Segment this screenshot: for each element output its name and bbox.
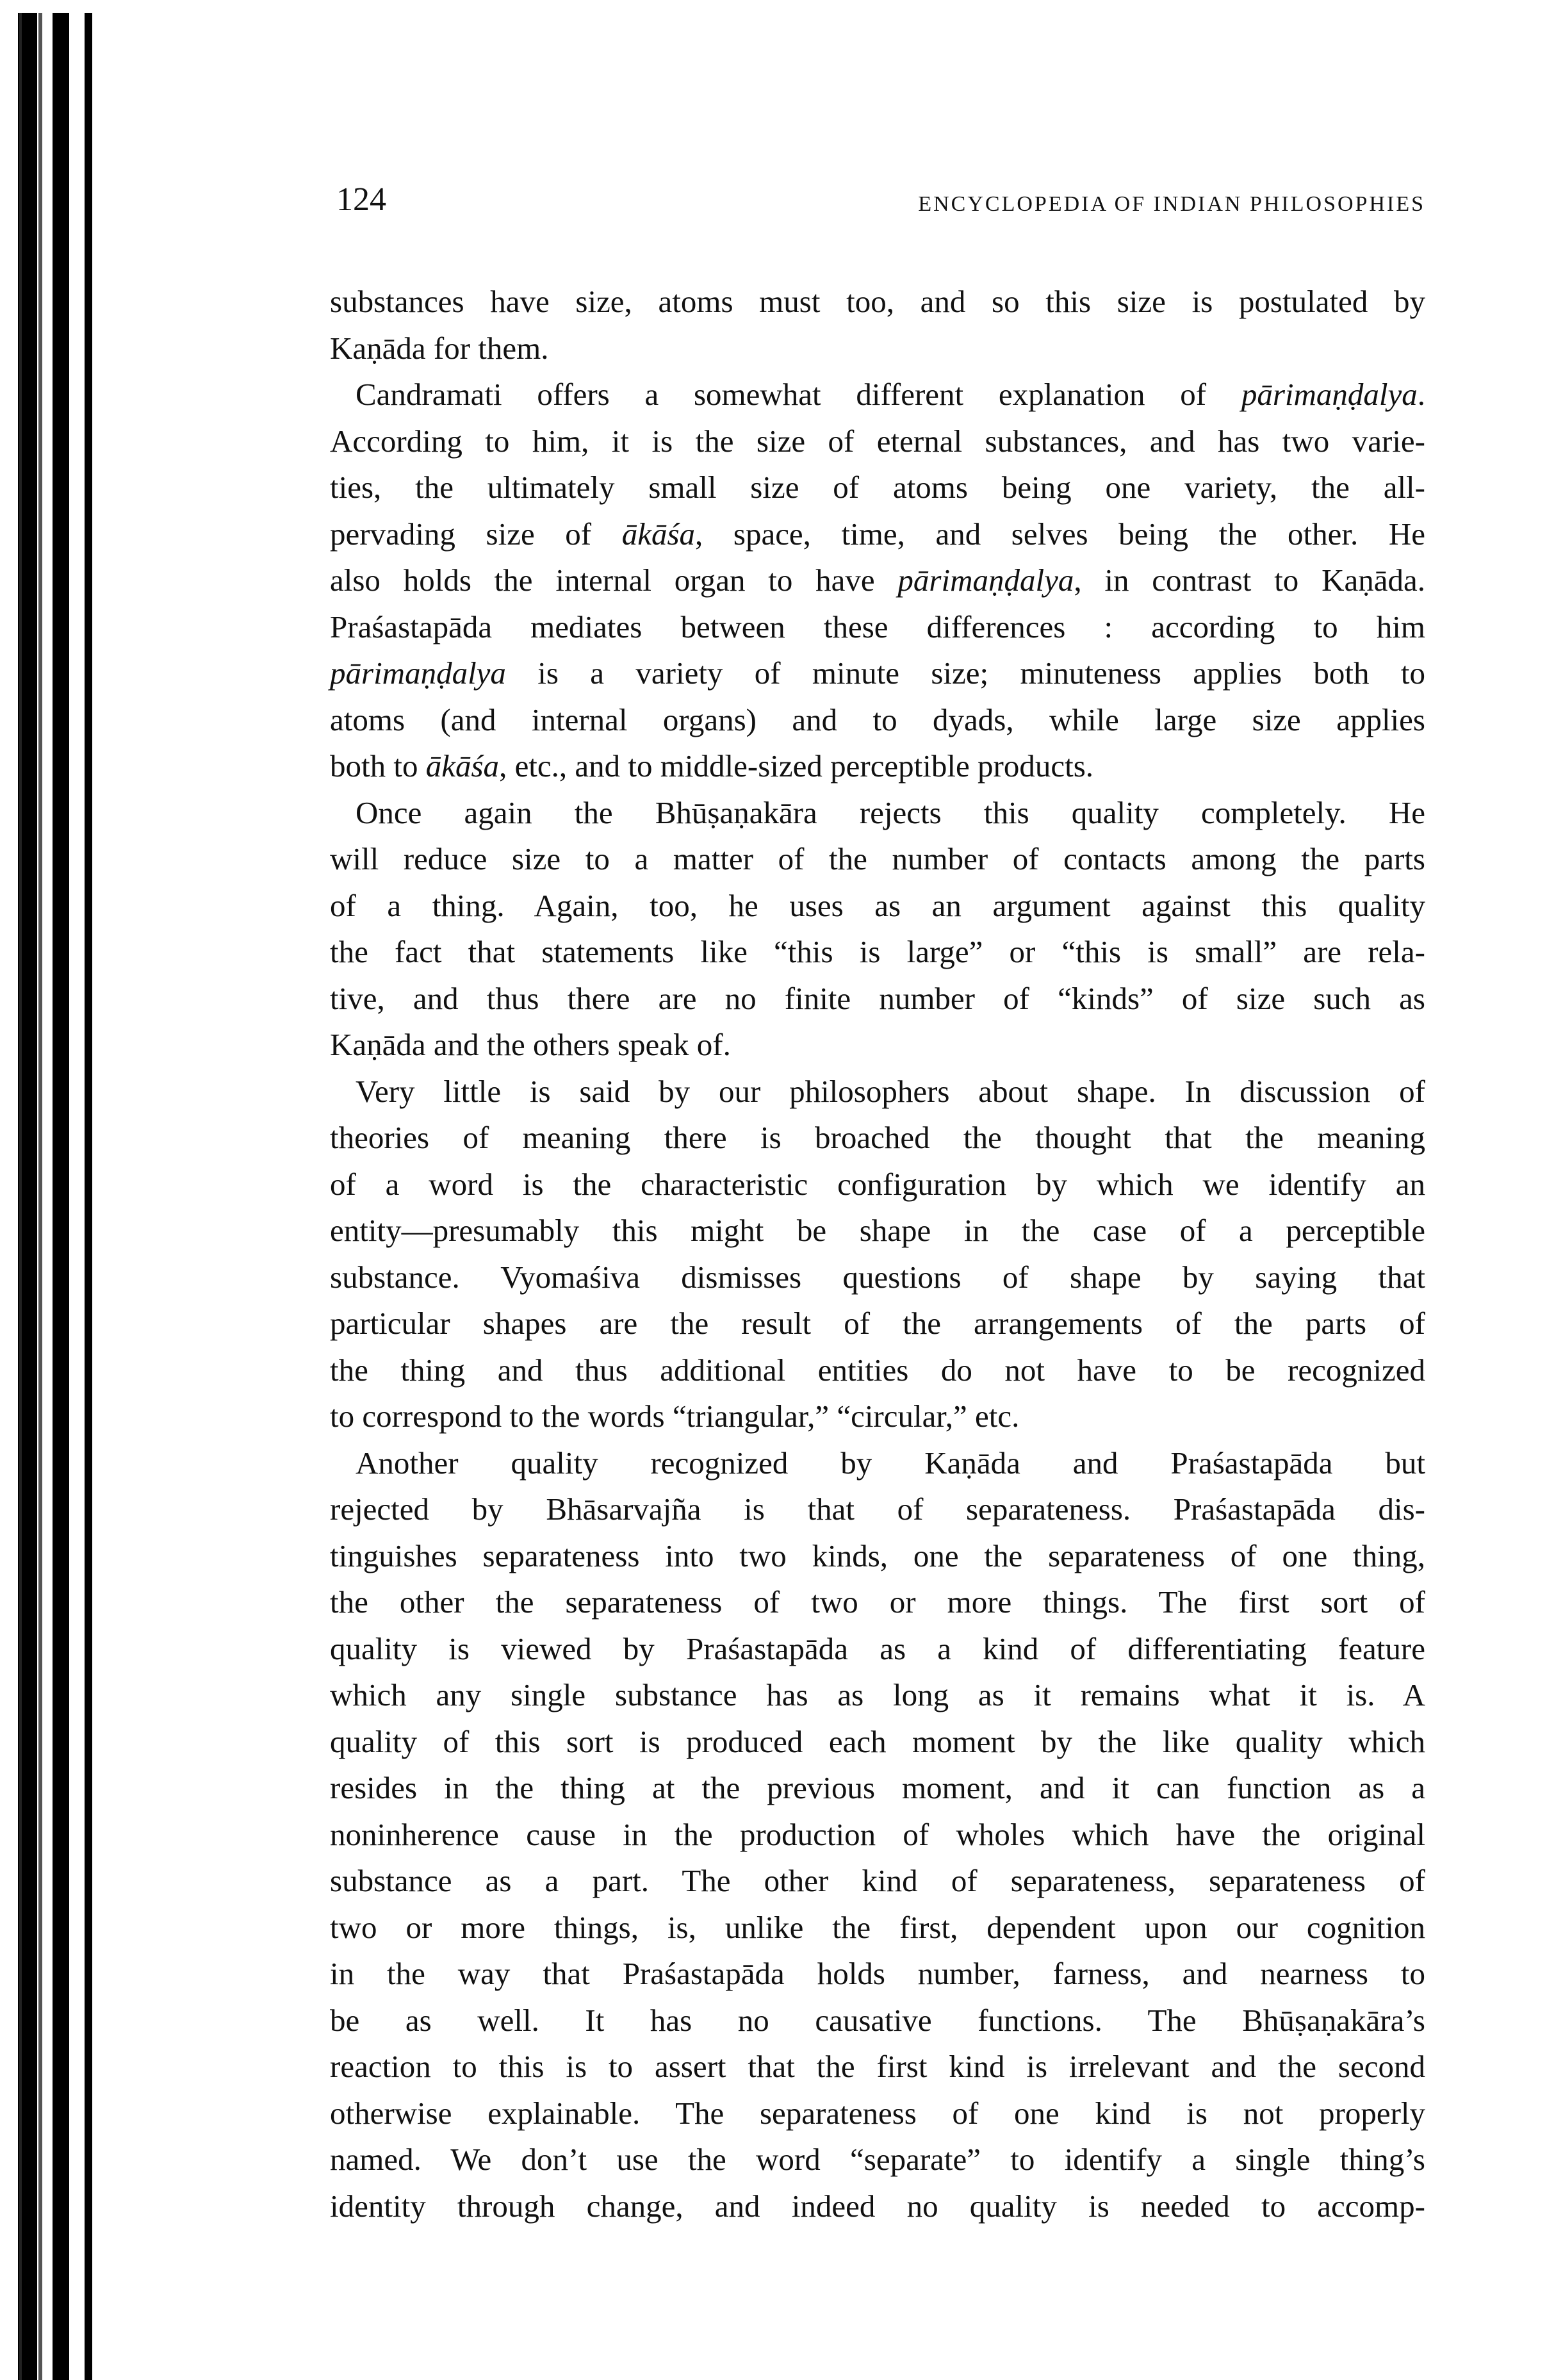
text-line: tinguishes separateness into two kinds, one the separateness of one thing, (330, 1538, 1425, 1573)
book-binding-shadow (0, 13, 96, 2380)
text-line: resides in the thing at the previous moment, and it can function as a (330, 1770, 1425, 1805)
text-line: identity through change, and indeed no quality is needed to accomp- (330, 2188, 1425, 2224)
paragraph (330, 1069, 1425, 1440)
italic-term: ākāśa (425, 748, 500, 784)
text-line: atoms (and internal organs) and to dyads, while large size applies (330, 702, 1425, 737)
text-line: Praśastapāda mediates between these differences : according to him (330, 609, 1425, 644)
text-line: pārimaṇḍalya is a variety of minute size; minuteness applies both to (330, 655, 1425, 691)
italic-term: pārimaṇḍalya (330, 655, 506, 691)
text-line: quality is viewed by Praśastapāda as a kind of differentiating feature (330, 1630, 1425, 1666)
text-line: According to him, it is the size of eternal substances, and has two varie- (330, 423, 1425, 459)
text-line: named. We don’t use the word “separate” to identify a single thing’s (330, 2142, 1425, 2177)
text-line: the other the separateness of two or more things. The first sort of (330, 1584, 1425, 1620)
text-line: particular shapes are the result of the arrangements of the parts of (330, 1306, 1425, 1341)
text-line: the thing and thus additional entities do not have to be recognized (330, 1352, 1425, 1388)
text-line: the fact that statements like “this is large” or “this is small” are rela- (330, 934, 1425, 969)
text-line: also holds the internal organ to have pārimaṇḍalya, in contrast to Kaṇāda. (330, 562, 1425, 598)
paragraph (330, 790, 1425, 1069)
text-line: Once again the Bhūṣaṇakāra rejects this quality completely. He (356, 794, 1425, 830)
text-line: quality of this sort is produced each moment by the like quality which (330, 1723, 1425, 1759)
text-line: in the way that Praśastapāda holds number, farness, and nearness to (330, 1956, 1425, 1991)
text-line: noninherence cause in the production of wholes which have the original (330, 1816, 1425, 1852)
text-line: which any single substance has as long as it remains what it is. A (330, 1677, 1425, 1712)
text-line: to correspond to the words “triangular,” “circular,” etc. (330, 1399, 1020, 1434)
italic-term: pārimaṇḍalya (1241, 377, 1418, 412)
text-line: Another quality recognized by Kaṇāda and Praśastapāda but (356, 1445, 1425, 1481)
text-line: Kaṇāda for them. (330, 330, 549, 366)
text-line: will reduce size to a matter of the number of contacts among the parts (330, 841, 1425, 876)
text-line: reaction to this is to assert that the first kind is irrelevant and the second (330, 2049, 1425, 2084)
text-line: of a thing. Again, too, he uses as an argument against this quality (330, 887, 1425, 923)
text-line: substance as a part. The other kind of separateness, separateness of (330, 1863, 1425, 1898)
text-line: Kaṇāda and the others speak of. (330, 1027, 731, 1062)
text-line: tive, and thus there are no finite number of “kinds” of size such as (330, 980, 1425, 1016)
text-line: of a word is the characteristic configuration by which we identify an (330, 1166, 1425, 1202)
running-title: ENCYCLOPEDIA OF INDIAN PHILOSOPHIES (918, 192, 1425, 216)
text-line: entity—presumably this might be shape in the case of a perceptible (330, 1213, 1425, 1248)
text-line: two or more things, is, unlike the first, dependent upon our cognition (330, 1909, 1425, 1945)
text-line: be as well. It has no causative functions. The Bhūṣaṇakāra’s (330, 2002, 1425, 2038)
page-number: 124 (336, 181, 386, 218)
text-line: pervading size of ākāśa, space, time, and selves being the other. He (330, 516, 1425, 552)
running-header (330, 181, 1425, 226)
paragraph (330, 279, 1425, 372)
text-line: otherwise explainable. The separateness of one kind is not properly (330, 2095, 1425, 2131)
body-text (330, 279, 1425, 2229)
text-line: both to ākāśa, etc., and to middle-sized perceptible products. (330, 748, 1094, 784)
text-line: substances have size, atoms must too, and so this size is postulated by (330, 284, 1425, 319)
text-line: Candramati offers a somewhat different explanation of pārimaṇḍalya. (356, 377, 1425, 412)
italic-term: pārimaṇḍalya (897, 562, 1074, 598)
text-line: substance. Vyomaśiva dismisses questions of shape by saying that (330, 1259, 1425, 1295)
text-line: ties, the ultimately small size of atoms being one variety, the all- (330, 470, 1425, 505)
text-line: Very little is said by our philosophers about shape. In discussion of (356, 1073, 1425, 1109)
italic-term: ākāśa (621, 516, 696, 552)
text-line: theories of meaning there is broached the thought that the meaning (330, 1120, 1425, 1155)
paragraph (330, 1440, 1425, 2230)
text-line: rejected by Bhāsarvajña is that of separateness. Praśastapāda dis- (330, 1491, 1425, 1527)
paragraph (330, 372, 1425, 790)
